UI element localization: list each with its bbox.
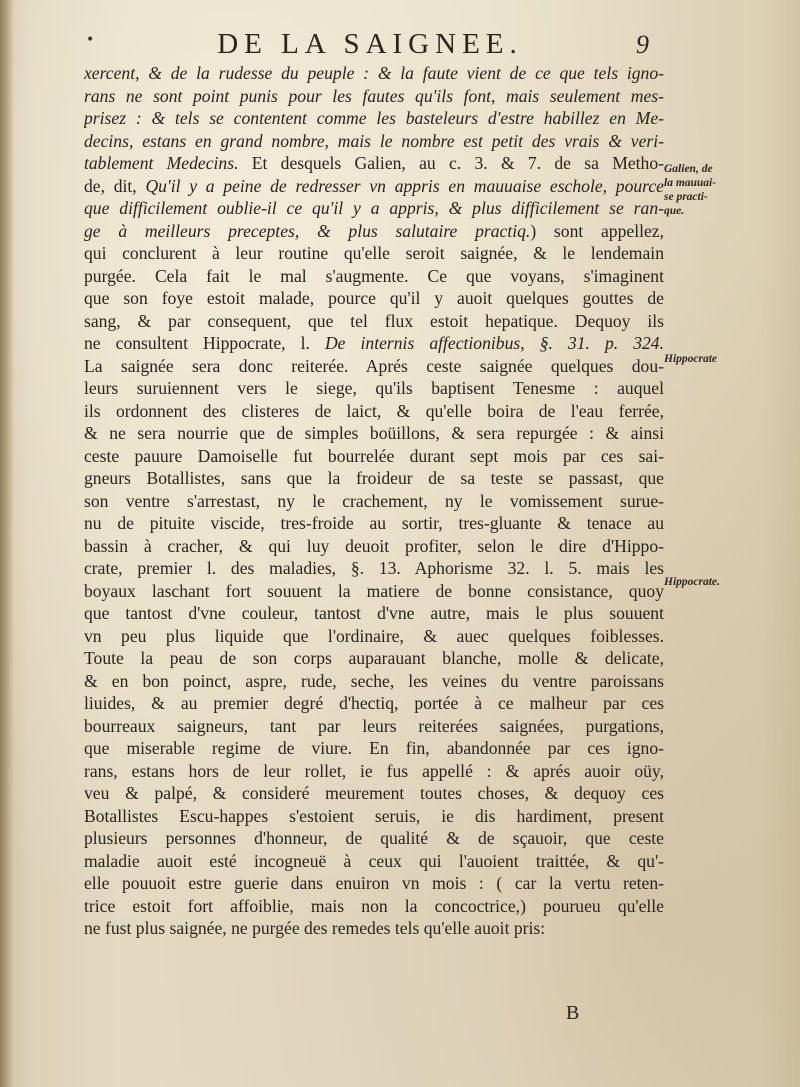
roman-segment: de, dit, [84, 175, 146, 196]
text-line: Botallistes Escu-happes s'estoient seruis, ie dis hardiment, present [84, 805, 664, 826]
text-line: bourreaux saigneurs, tant par leurs reiterées saignées, purgations, [84, 715, 664, 736]
italic-segment: ge à meilleurs preceptes, & plus salutaire practiq. [84, 220, 531, 241]
text-line [84, 332, 664, 355]
margin-note-line: la mauuai- [664, 177, 717, 189]
text-line: ils ordonnent des clisteres de laict, & qu'elle boira de l'eau ferrée, [84, 400, 664, 421]
text-line: vn peu plus liquide que l'ordinaire, & auec quelques foiblesses. [84, 625, 664, 646]
text-line: & ne sera nourrie que de simples boüillons, & sera repurgée : & ainsi [84, 423, 664, 443]
text-line: maladie auoit esté incogneuë à ceux qui l'auoient traittée, & qu'- [84, 850, 664, 871]
page-number: 9 [636, 30, 649, 59]
text-line: ne fust plus saignée, ne purgée des remedes tels qu'elle auoit pris: [84, 918, 546, 938]
text-line: trice estoit fort affoiblie, mais non la concoctrice,) pourueu qu'elle [84, 895, 664, 916]
text-line: veu & palpé, & consideré meurement toutes choses, & dequoy ces [84, 783, 664, 803]
roman-segment: ) sont appellez, [530, 220, 664, 241]
text-line: elle pouuoit estre guerie dans enuiron vn mois : ( car la vertu reten- [84, 873, 664, 893]
header-ornament: • [86, 32, 95, 48]
italic-segment: tablement Medecins. [84, 153, 239, 173]
text-line: que son foye estoit malade, pource qu'il y auoit quelques gouttes de [84, 288, 664, 308]
text-line: xercent, & de la rudesse du peuple : & la faute vient de ce que tels igno- [84, 63, 664, 83]
text-line: que tantost d'vne couleur, tantost d'vne autre, mais le plus souuent [84, 603, 664, 623]
text-line [84, 220, 664, 243]
italic-segment: Qu'il y a peine de redresser vn appris en mauuaise eschole, pource [145, 175, 664, 196]
text-line: crate, premier l. des maladies, §. 13. Aphorisme 32. l. 5. mais les [84, 558, 664, 578]
running-title: DE LA SAIGNEE. [217, 28, 523, 60]
text-line: que difficilement oublie-il ce qu'il y a appris, & plus difficilement se ran- [84, 198, 664, 218]
margin-note-hippocrate-1 [664, 352, 794, 366]
roman-segment: Et desquels Galien, au c. 3. & 7. de sa Metho- [238, 153, 664, 173]
margin-note-galien [664, 162, 794, 218]
text-line: qui conclurent à leur routine qu'elle seroit saignée, & le lendemain [84, 243, 664, 263]
text-line: liuides, & au premier degré d'hectiq, portée à ce malheur par ces [84, 693, 664, 713]
text-line: Toute la peau de son corps auparauant blanche, molle & delicate, [84, 648, 664, 668]
margin-note-line: se practi- [664, 191, 708, 203]
signature-mark: B [566, 1002, 580, 1024]
text-line: bassin à cracher, & qui luy deuoit profiter, selon le dire d'Hippo- [84, 535, 664, 556]
margin-note-hippocrate-2 [664, 575, 794, 589]
body-text [84, 62, 664, 940]
italic-segment: De internis affectionibus, §. 31. p. 324. [324, 333, 664, 353]
text-line: decins, estans en grand nombre, mais le nombre est petit des vrais & veri- [84, 130, 664, 151]
margin-note-line: que. [664, 205, 685, 217]
text-line: son ventre s'arrestast, ny le crachement, ny le vomissement surue- [84, 490, 664, 511]
roman-segment: ne consultent Hippocrate, l. [84, 333, 325, 353]
text-line: La saignée sera donc reiterée. Aprés ceste saignée quelques dou- [84, 355, 664, 376]
margin-note-line: Hippocrate. [664, 576, 720, 588]
text-line: leurs suruiennent vers le siege, qu'ils baptisent Tenesme : auquel [84, 378, 664, 398]
text-line: prisez : & tels se contentent comme les basteleurs d'estre habillez en Me- [84, 108, 664, 128]
margin-note-line: Galien, de [664, 163, 713, 175]
text-line: ceste pauure Damoiselle fut bourrelée durant sept mois par ces sai- [84, 445, 664, 466]
text-line [84, 152, 664, 175]
text-line: que miserable regime de viure. En fin, abandonnée par ces igno- [84, 738, 664, 758]
text-line: purgée. Cela fait le mal s'augmente. Ce que voyans, s'imaginent [84, 265, 664, 286]
margin-note-line: Hippocrate [664, 353, 718, 365]
text-line: plusieurs personnes d'honneur, de qualité & de sçauoir, que ceste [84, 828, 664, 848]
text-line: & en bon poinct, aspre, rude, seche, les veines du ventre paroissans [84, 670, 664, 691]
text-line [84, 175, 664, 198]
text-line: sang, & par consequent, que tel flux estoit hepatique. Dequoy ils [84, 310, 664, 331]
text-line: rans ne sont point punis pour les fautes qu'ils font, mais seulement mes- [84, 85, 664, 106]
text-line: gneurs Botallistes, sans que la froideur de sa teste se passast, que [84, 468, 664, 488]
page-binding-shadow [0, 0, 14, 1087]
text-line: nu de pituite viscide, tres-froide au sortir, tres-gluante & tenace au [84, 513, 664, 533]
text-line: boyaux laschant fort souuent la matiere de bonne consistance, quoy [84, 580, 664, 601]
text-line: rans, estans hors de leur rollet, ie fus appellé : & aprés auoir oüy, [84, 760, 664, 781]
